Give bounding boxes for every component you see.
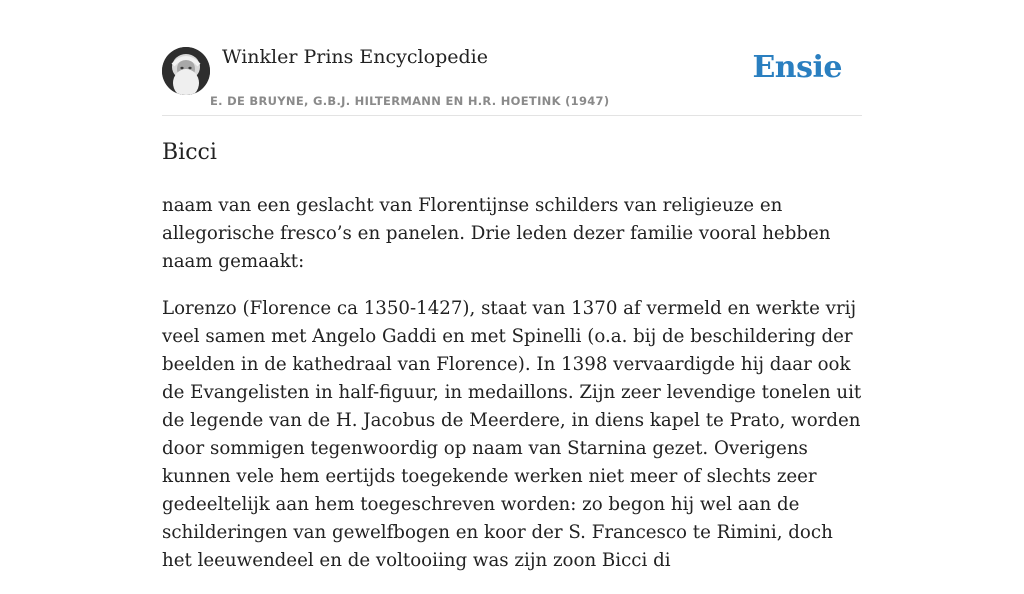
source-title[interactable]: Winkler Prins Encyclopedie: [222, 46, 488, 68]
entry-title: Bicci: [162, 140, 217, 165]
avatar[interactable]: [162, 47, 210, 95]
portrait-icon: [162, 47, 210, 95]
entry-body: [162, 192, 862, 594]
entry-paragraph: Lorenzo (Florence ca 1350-1427), staat van 1370 af vermeld en werkte vrij veel samen met Angelo Gaddi en met Spinelli (o.a. bij de beschildering der beelden in de kathedraal van Florence). In 1398 vervaardigde hij daar ook de Evangelisten in half-figuur, in medaillons. Zijn zeer levendige tonelen uit de legende van de H. Jacobus de Meerdere, in diens kapel te Prato, worden door sommigen tegenwoordig op naam van Starnina gezet. Overigens kunnen vele hem eertijds toegekende werken niet meer of slechts zeer gedeeltelijk aan hem toegeschreven worden: zo begon hij wel aan de schilderingen van gewelfbogen en koor der S. Francesco te Rimini, doch het leeuwendeel en de voltooiing was zijn zoon Bicci di: [162, 298, 862, 571]
source-header: [162, 0, 862, 116]
source-authors: E. DE BRUYNE, G.B.J. HILTERMANN EN H.R. HOETINK (1947): [210, 94, 610, 108]
page: [162, 0, 862, 571]
entry-paragraph: naam van een geslacht van Florentijnse schilders van religieuze en allegorische fresco’s en panelen. Drie leden dezer familie vooral hebben naam gemaakt:: [162, 195, 831, 272]
ensie-logo[interactable]: Ensie: [752, 50, 842, 85]
